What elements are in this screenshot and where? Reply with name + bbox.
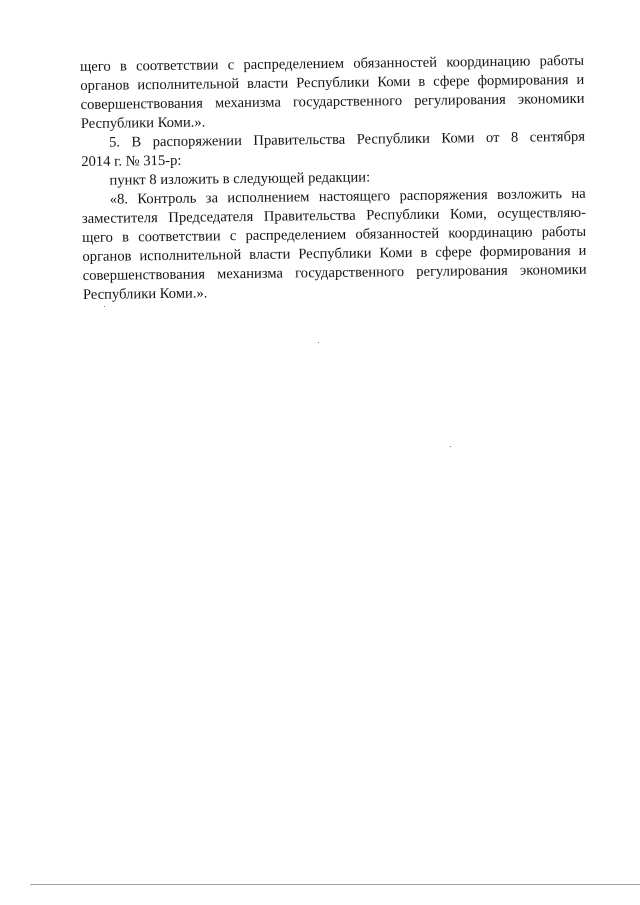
text-line-6: 2014 г. № 315-р: bbox=[81, 152, 182, 170]
text-line-1: щего в соответствии с распределением обязанностей координацию работы bbox=[80, 52, 585, 75]
scan-edge-line bbox=[30, 884, 640, 885]
text-line-7: пункт 8 изложить в следующей редакции: bbox=[109, 169, 371, 189]
text-line-8: «8. Контроль за исполнением настоящего распоряжения возложить на bbox=[109, 185, 586, 208]
text-line-4: Республики Коми.». bbox=[80, 114, 206, 132]
text-line-11: органов исполнительной власти Республики Коми в сфере формирования и bbox=[82, 242, 587, 265]
text-line-9: заместителя Председателя Правительства Республики Коми, осуществляю- bbox=[81, 204, 587, 227]
scan-speck bbox=[104, 306, 105, 307]
text-line-5: 5. В распоряжении Правительства Республики Коми от 8 сентября bbox=[108, 128, 586, 151]
scan-speck bbox=[450, 446, 451, 447]
text-line-13: Республики Коми.». bbox=[82, 285, 208, 303]
scan-speck bbox=[318, 342, 319, 343]
text-line-12: совершенствования механизма государственного регулирования экономики bbox=[82, 261, 587, 284]
text-line-10: щего в соответствии с распределением обязанностей координацию работы bbox=[82, 223, 587, 246]
document-body bbox=[80, 52, 587, 305]
text-line-2: органов исполнительной власти Республики Коми в сфере формирования и bbox=[80, 71, 585, 94]
text-line-3: совершенствования механизма государственного регулирования экономики bbox=[80, 90, 585, 113]
